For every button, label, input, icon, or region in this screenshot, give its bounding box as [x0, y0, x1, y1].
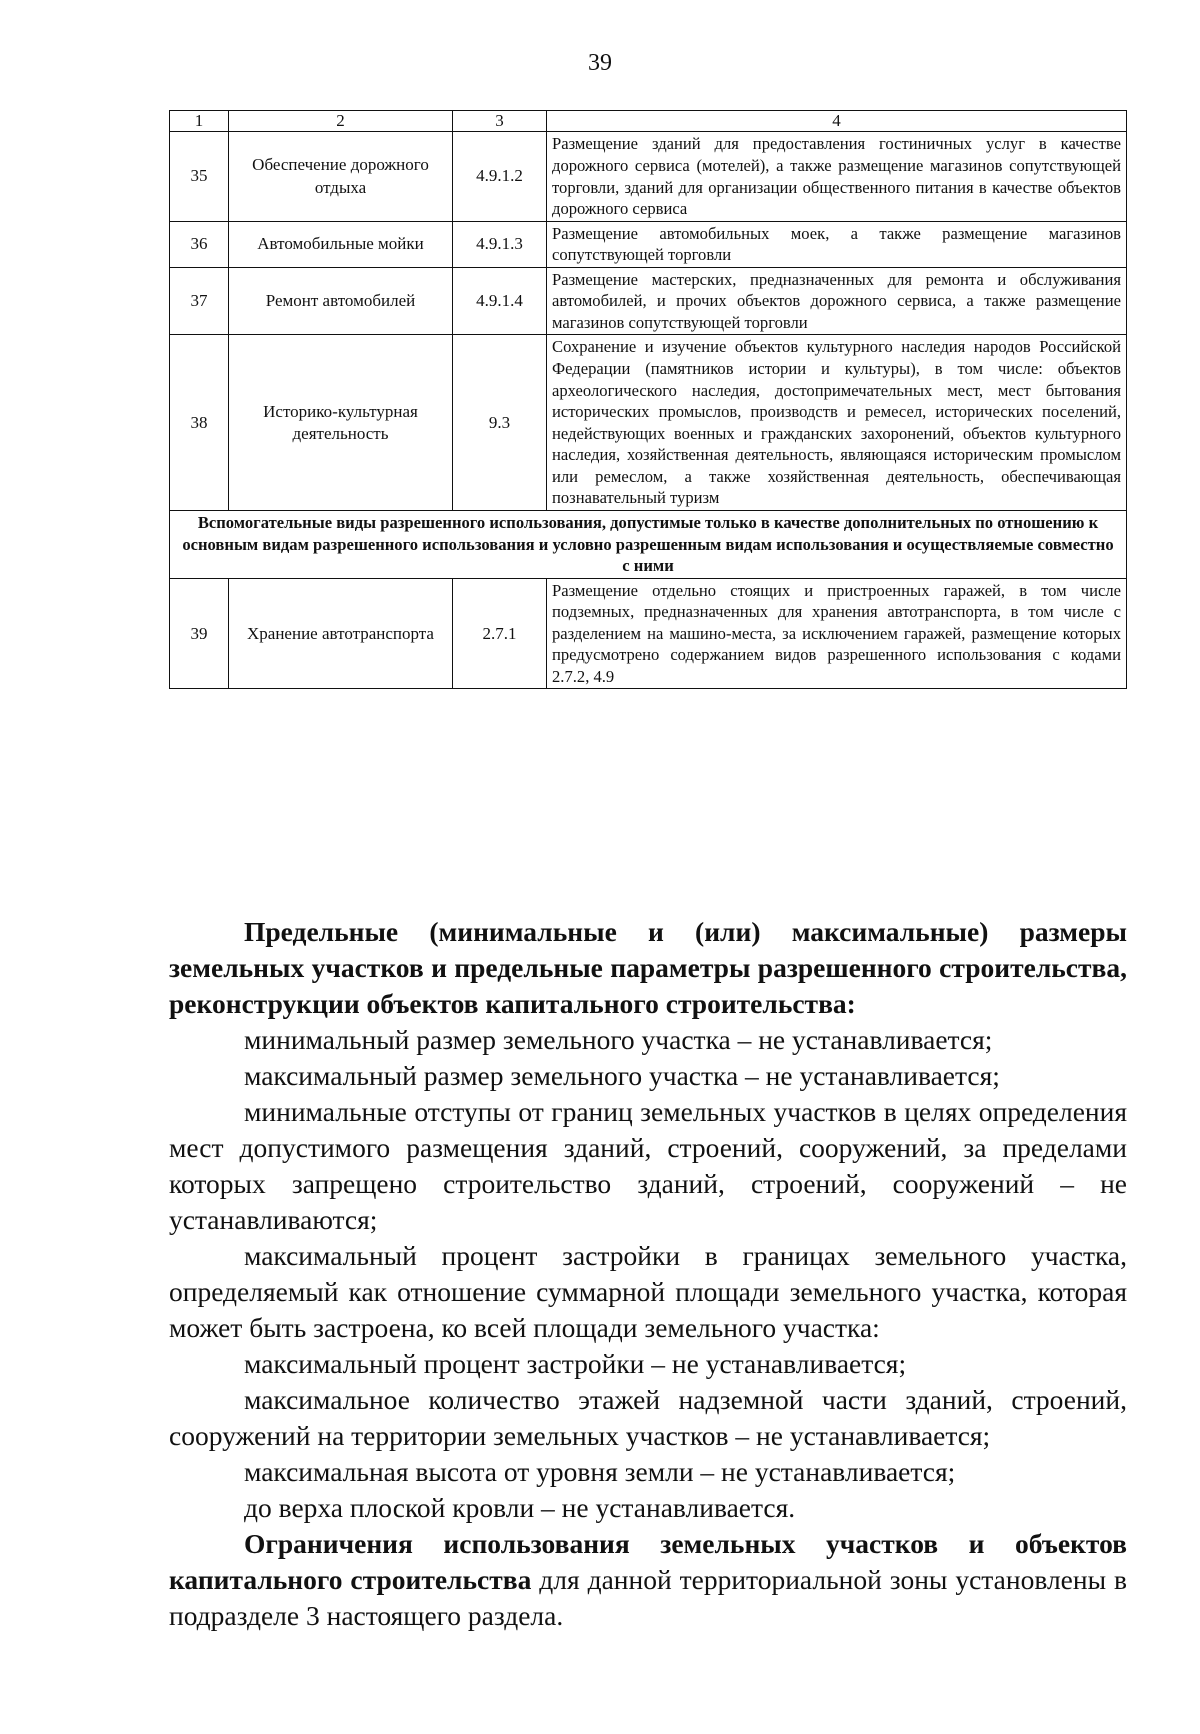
- use-type-code: 4.9.1.3: [453, 221, 547, 267]
- parameter-line: минимальные отступы от границ земельных участков в целях определения мест допустимого размещения зданий, строений, сооружений, за пределами которых запрещено строительство зданий, строений, сооружений – не устанавливаются;: [169, 1096, 1127, 1235]
- header-col-3: 3: [453, 111, 547, 132]
- table-header-row: [170, 111, 1127, 132]
- row-number: 39: [170, 578, 229, 689]
- restrictions-text: для данной территориальной зоны установлены в подразделе 3 настоящего раздела.: [169, 1564, 1127, 1631]
- parameter-line: до верха плоской кровли – не устанавливается.: [244, 1492, 796, 1523]
- use-type-name: Ремонт автомобилей: [229, 267, 453, 335]
- use-type-description: Размещение зданий для предоставления гостиничных услуг в качестве дорожного сервиса (мотелей), а также размещение магазинов сопутствующей торговли, зданий для организации общественного питания в качестве объектов дорожного сервиса: [547, 132, 1127, 221]
- use-type-code: 9.3: [453, 335, 547, 511]
- table-row: [170, 132, 1127, 221]
- section-heading-row: [170, 510, 1127, 578]
- parameter-line: максимальный процент застройки в границах земельного участка, определяемый как отношение суммарной площади земельного участка, которая может быть застроена, ко всей площади земельного участка:: [169, 1240, 1127, 1343]
- restrictions-paragraph: [169, 1526, 1127, 1634]
- row-number: 37: [170, 267, 229, 335]
- header-col-4: 4: [547, 111, 1127, 132]
- use-type-description: Размещение автомобильных моек, а также размещение магазинов сопутствующей торговли: [547, 221, 1127, 267]
- parameter-line: максимальная высота от уровня земли – не устанавливается;: [244, 1456, 956, 1487]
- use-type-description: Размещение мастерских, предназначенных для ремонта и обслуживания автомобилей, и прочих объектов дорожного сервиса, а также размещение магазинов сопутствующей торговли: [547, 267, 1127, 335]
- row-number: 36: [170, 221, 229, 267]
- row-number: 38: [170, 335, 229, 511]
- table-row: [170, 335, 1127, 511]
- row-number: 35: [170, 132, 229, 221]
- parameters-section: [169, 914, 1127, 1634]
- header-col-1: 1: [170, 111, 229, 132]
- use-type-name: Обеспечение дорожного отдыха: [229, 132, 453, 221]
- use-type-code: 2.7.1: [453, 578, 547, 689]
- parameter-line: минимальный размер земельного участка – не устанавливается;: [244, 1024, 993, 1055]
- parameter-line: максимальное количество этажей надземной части зданий, строений, сооружений на территории земельных участков – не устанавливается;: [169, 1384, 1127, 1451]
- page-number: 39: [588, 50, 612, 76]
- parameter-line: максимальный размер земельного участка – не устанавливается;: [244, 1060, 1000, 1091]
- parameter-line: максимальный процент застройки – не устанавливается;: [244, 1348, 907, 1379]
- use-type-name: Историко-культурная деятельность: [229, 335, 453, 511]
- auxiliary-uses-heading: Вспомогательные виды разрешенного использования, допустимые только в качестве дополнительных по отношению к основным видам разрешенного использования и условно разрешенным видам использования и осуществляемые совместно с ними: [170, 510, 1127, 578]
- use-type-code: 4.9.1.4: [453, 267, 547, 335]
- table-row: [170, 578, 1127, 689]
- land-use-table: [169, 110, 1127, 689]
- use-type-description: Сохранение и изучение объектов культурного наследия народов Российской Федерации (памятников истории и культуры), в том числе: объектов археологического наследия, достопримечательных мест, мест бытования исторических промыслов, производств и ремесел, исторических поселений, недействующих военных и гражданских захоронений, объектов культурного наследия, хозяйственная деятельность, являющаяся историческим промыслом или ремеслом, а также хозяйственная деятельность, обеспечивающая познавательный туризм: [547, 335, 1127, 511]
- table-row: [170, 267, 1127, 335]
- header-col-2: 2: [229, 111, 453, 132]
- table-row: [170, 221, 1127, 267]
- use-type-name: Хранение автотранспорта: [229, 578, 453, 689]
- restrictions-bold-text: Ограничения использования земельных участков и объектов капитального строительства: [169, 1528, 1127, 1595]
- use-type-code: 4.9.1.2: [453, 132, 547, 221]
- parameters-heading: Предельные (минимальные и (или) максимальные) размеры земельных участков и предельные параметры разрешенного строительства, реконструкции объектов капитального строительства:: [169, 916, 1127, 1019]
- use-type-description: Размещение отдельно стоящих и пристроенных гаражей, в том числе подземных, предназначенных для хранения автотранспорта, в том числе с разделением на машино-места, за исключением гаражей, размещение которых предусмотрено содержанием видов разрешенного использования с кодами 2.7.2, 4.9: [547, 578, 1127, 689]
- use-type-name: Автомобильные мойки: [229, 221, 453, 267]
